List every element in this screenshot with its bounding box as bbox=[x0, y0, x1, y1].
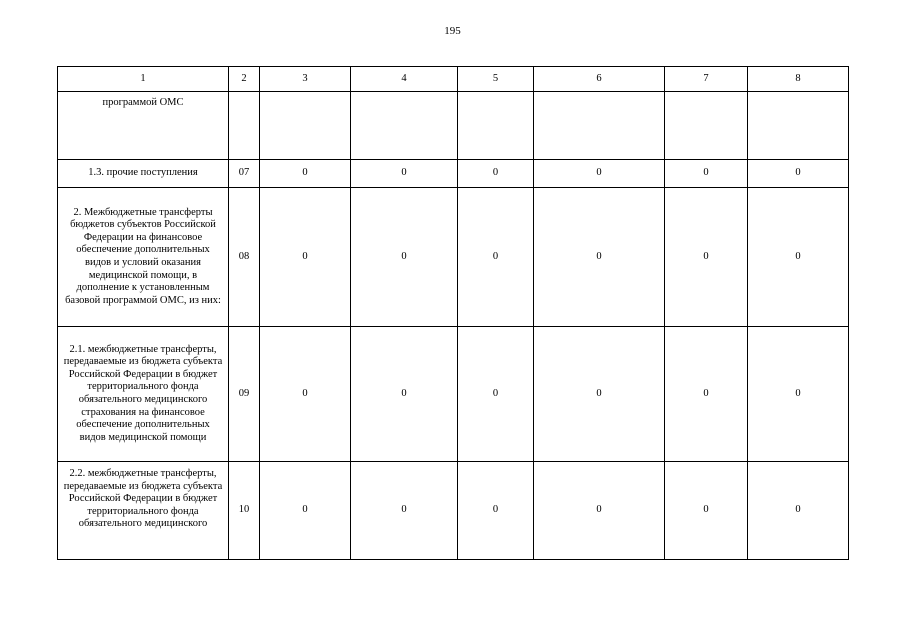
header-cell: 1 bbox=[58, 67, 229, 92]
value-cell: 0 bbox=[665, 327, 748, 462]
value-cell: 0 bbox=[665, 188, 748, 327]
value-cell bbox=[534, 92, 665, 160]
header-cell: 3 bbox=[260, 67, 351, 92]
value-cell: 0 bbox=[458, 327, 534, 462]
row-name-cell: 2. Межбюджетные трансферты бюджетов субъектов Российской Федерации на финансовое обеспечение дополнительных видов и условий оказания медицинской помощи, в дополнение к установленным базовой программой ОМС, из них: bbox=[58, 188, 229, 327]
value-cell: 0 bbox=[534, 327, 665, 462]
row-code-cell: 10 bbox=[229, 462, 260, 560]
header-cell: 4 bbox=[351, 67, 458, 92]
row-code-cell: 08 bbox=[229, 188, 260, 327]
value-cell bbox=[351, 92, 458, 160]
row-name-cell: 2.1. межбюджетные трансферты, передаваемые из бюджета субъекта Российской Федерации в бюджет территориального фонда обязательного медицинского страхования на финансовое обеспечение дополнительных видов медицинской помощи bbox=[58, 327, 229, 462]
value-cell: 0 bbox=[260, 462, 351, 560]
value-cell: 0 bbox=[351, 327, 458, 462]
value-cell: 0 bbox=[665, 462, 748, 560]
row-name-cell: 1.3. прочие поступления bbox=[58, 160, 229, 188]
page-number: 195 bbox=[444, 25, 461, 37]
value-cell: 0 bbox=[534, 188, 665, 327]
value-cell: 0 bbox=[748, 327, 849, 462]
value-cell: 0 bbox=[458, 160, 534, 188]
value-cell: 0 bbox=[351, 160, 458, 188]
table-row bbox=[58, 160, 849, 188]
value-cell: 0 bbox=[534, 160, 665, 188]
row-name-cell: 2.2. межбюджетные трансферты, передаваемые из бюджета субъекта Российской Федерации в бюджет территориального фонда обязательного медицинского bbox=[58, 462, 229, 560]
header-cell: 8 bbox=[748, 67, 849, 92]
value-cell: 0 bbox=[665, 160, 748, 188]
header-cell: 5 bbox=[458, 67, 534, 92]
value-cell: 0 bbox=[458, 188, 534, 327]
value-cell bbox=[665, 92, 748, 160]
value-cell: 0 bbox=[748, 462, 849, 560]
value-cell bbox=[260, 92, 351, 160]
value-cell: 0 bbox=[351, 462, 458, 560]
value-cell: 0 bbox=[260, 160, 351, 188]
value-cell: 0 bbox=[260, 188, 351, 327]
value-cell: 0 bbox=[351, 188, 458, 327]
value-cell: 0 bbox=[748, 160, 849, 188]
report-table bbox=[57, 66, 849, 560]
row-code-cell: 09 bbox=[229, 327, 260, 462]
row-code-cell bbox=[229, 92, 260, 160]
header-cell: 7 bbox=[665, 67, 748, 92]
row-name-cell: программой ОМС bbox=[58, 92, 229, 160]
value-cell bbox=[748, 92, 849, 160]
header-cell: 6 bbox=[534, 67, 665, 92]
value-cell: 0 bbox=[458, 462, 534, 560]
table-header-row bbox=[58, 67, 849, 92]
table-row bbox=[58, 188, 849, 327]
header-cell: 2 bbox=[229, 67, 260, 92]
row-code-cell: 07 bbox=[229, 160, 260, 188]
value-cell bbox=[458, 92, 534, 160]
table-row bbox=[58, 92, 849, 160]
value-cell: 0 bbox=[748, 188, 849, 327]
table-row bbox=[58, 462, 849, 560]
value-cell: 0 bbox=[534, 462, 665, 560]
table-row bbox=[58, 327, 849, 462]
value-cell: 0 bbox=[260, 327, 351, 462]
